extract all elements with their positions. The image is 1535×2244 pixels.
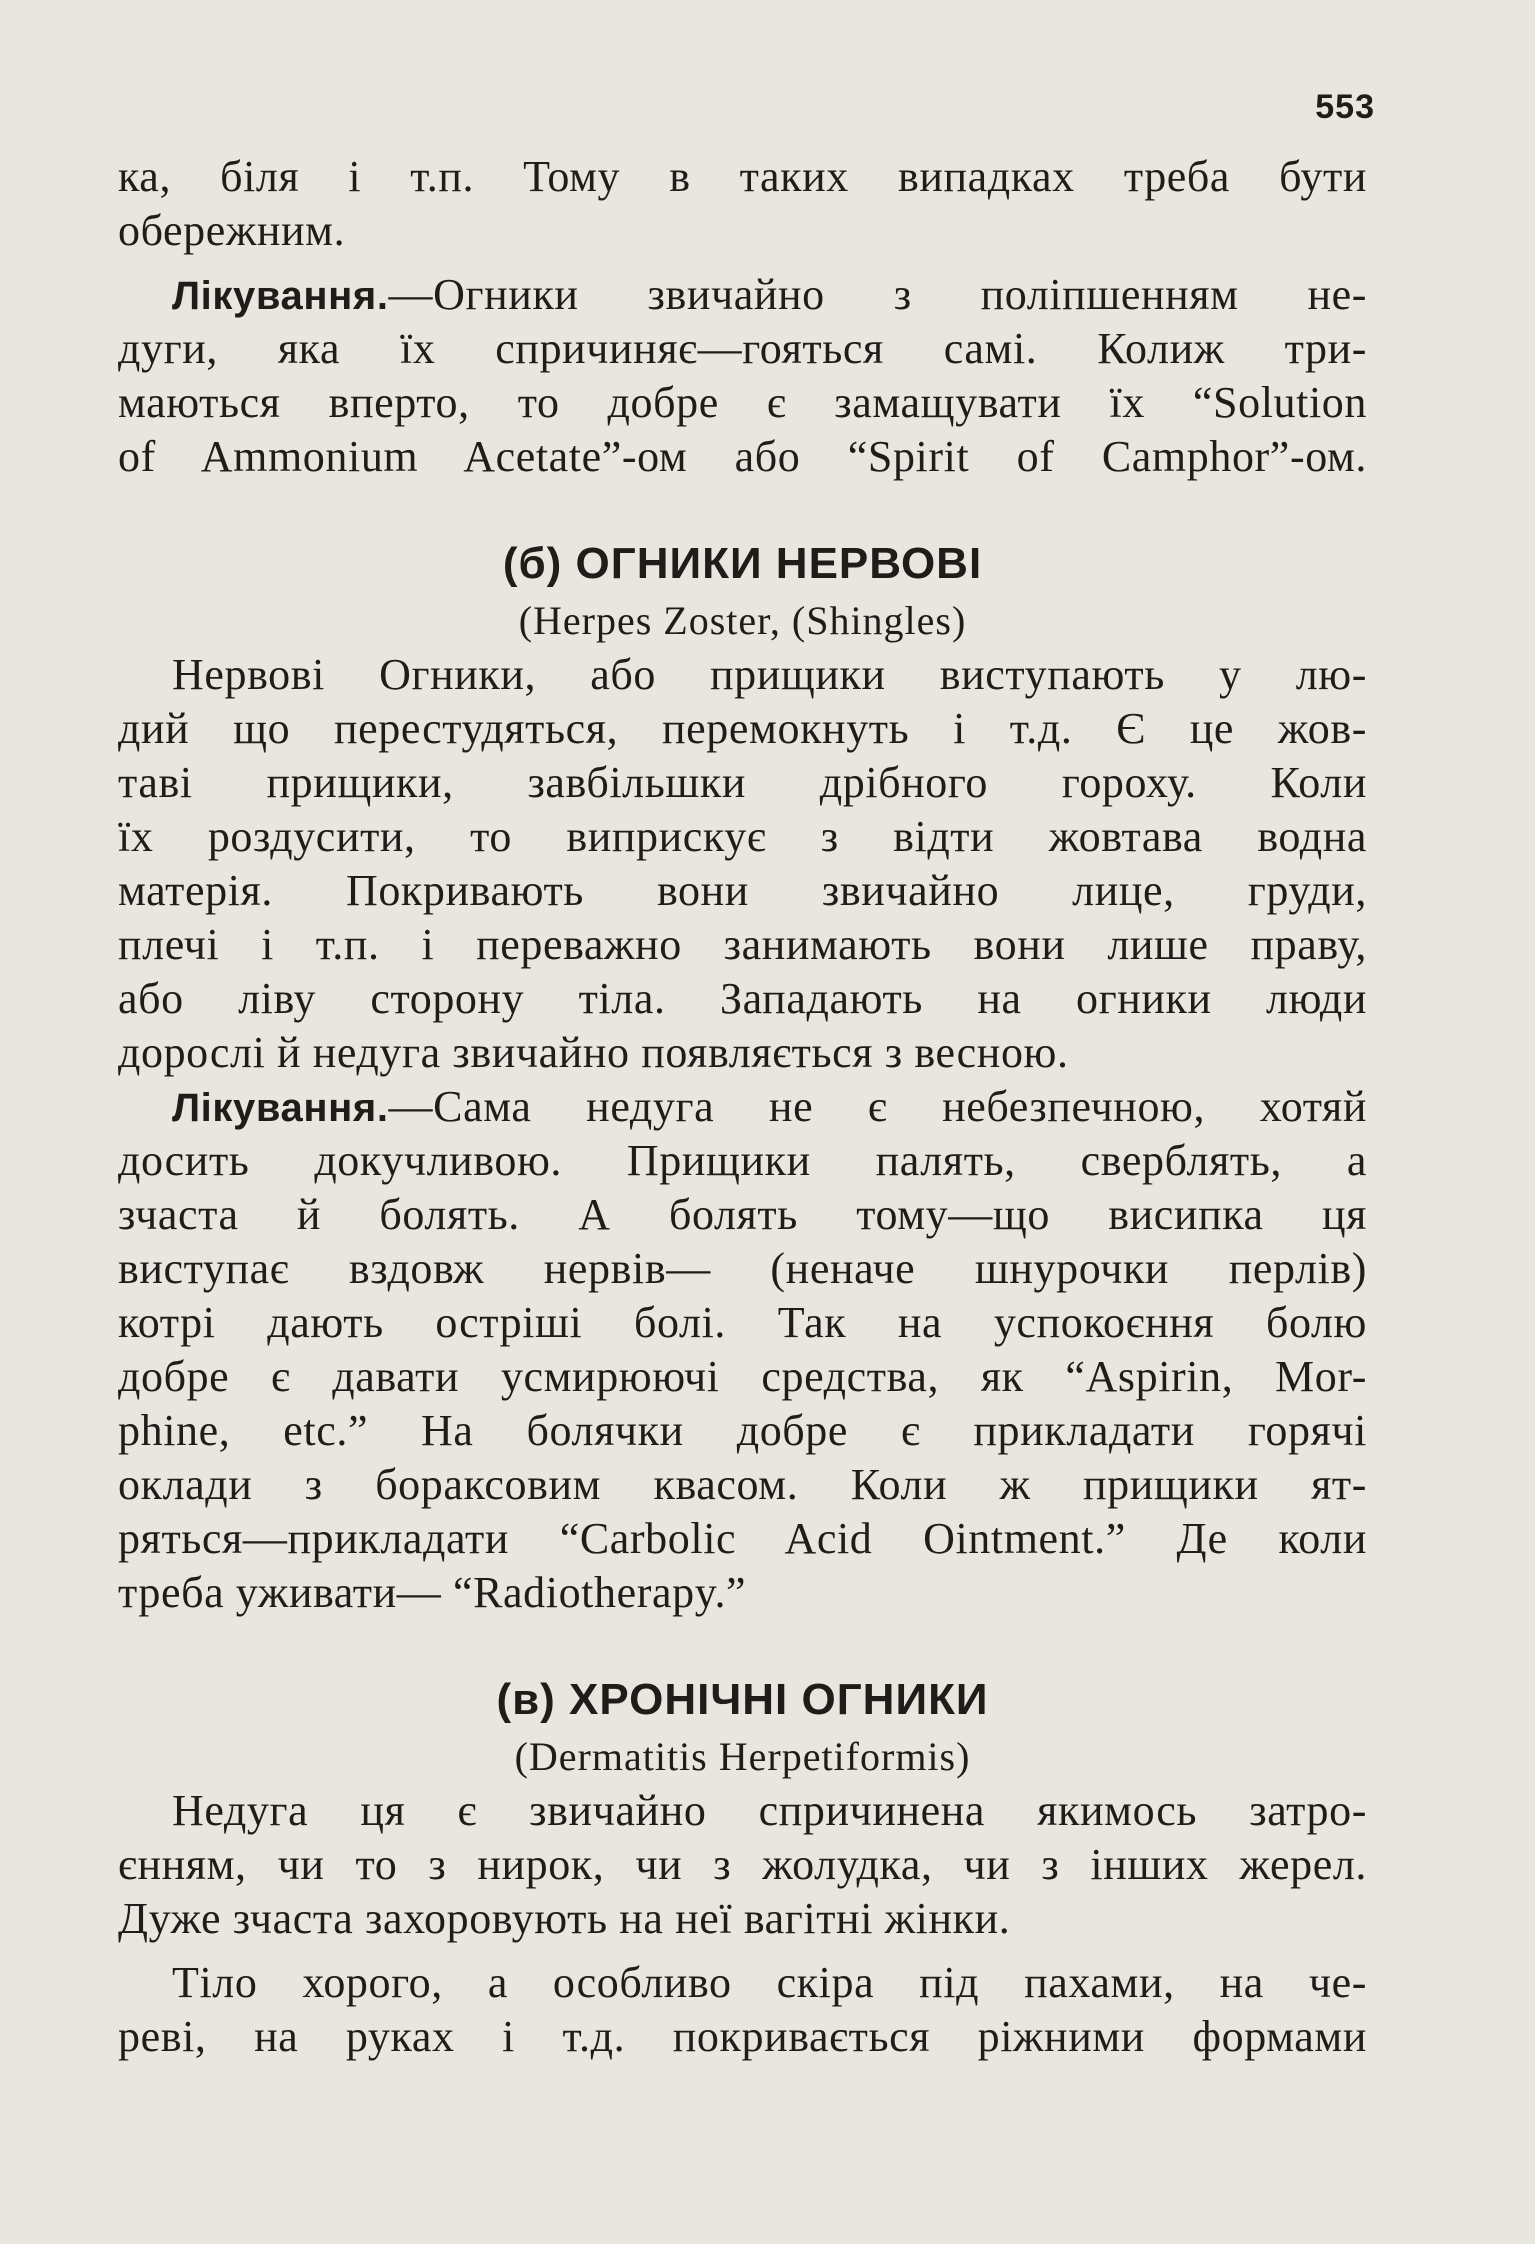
section-subheading-b: (Herpes Zoster, (Shingles)	[518, 598, 967, 643]
treatment-paragraph-1	[118, 268, 1367, 484]
text-line: матерія. Покривають вони звичайно лице, груди,	[118, 866, 1367, 915]
text-line: phine, etc.” На болячки добре є прикладати горячі	[118, 1406, 1367, 1455]
text-line: Дуже зчаста захоровують на неї вагітні жінки.	[118, 1894, 1011, 1943]
text-line: їх роздусити, то виприскує з відти жовтава водна	[118, 812, 1367, 861]
section-heading-b: (б) ОГНИКИ НЕРВОВІ	[502, 539, 983, 588]
treatment-paragraph-2	[118, 1080, 1367, 1620]
text-line: або ліву сторону тіла. Западають на огники люди	[118, 974, 1367, 1023]
text-line: дуги, яка їх спричиняє—гояться самі. Колиж три-	[118, 324, 1367, 373]
text-line: Тіло хорого, а особливо скіра під пахами, на че-	[172, 1958, 1367, 2007]
section-v-paragraph-2	[118, 1956, 1367, 2064]
section-heading-v: (в) ХРОНІЧНІ ОГНИКИ	[496, 1675, 989, 1724]
text-line: ка, біля і т.п. Тому в таких випадках треба бути	[118, 152, 1367, 201]
text-line: виступає вздовж нервів— (неначе шнурочки перлів)	[118, 1244, 1367, 1293]
section-subheading-v: (Dermatitis Herpetiformis)	[514, 1734, 971, 1779]
treatment-label: Лікування.	[172, 274, 389, 318]
text-line	[118, 1080, 1367, 1134]
text-line	[118, 268, 1367, 322]
text-line: дорослі й недуга звичайно появляється з весною.	[118, 1028, 1069, 1077]
text-line: дий що перестудяться, перемокнуть і т.д. Є це жов-	[118, 704, 1367, 753]
intro-paragraph	[118, 150, 1367, 258]
text-line: досить докучливою. Прищики палять, сверблять, а	[118, 1136, 1367, 1185]
text-line: of Ammonium Acetate”-ом або “Spirit of Camphor”-ом.	[118, 432, 1367, 481]
text-line: ряться—прикладати “Carbolic Acid Ointment.” Де коли	[118, 1514, 1367, 1563]
text-line: котрі дають острішi болі. Так на успокоєння болю	[118, 1298, 1367, 1347]
page-number: 553	[1315, 88, 1375, 126]
text-line: маються вперто, то добре є замащувати їх “Solution	[118, 378, 1367, 427]
text-line: плечі і т.п. і переважно занимають вони лише праву,	[118, 920, 1367, 969]
text-fragment: —Сама недуга не є небезпечною, хотяй	[388, 1082, 1367, 1131]
text-line: оклади з бораксовим квасом. Коли ж прищики ят-	[118, 1460, 1367, 1509]
text-line: єнням, чи то з нирок, чи з жолудка, чи з інших жерел.	[118, 1840, 1367, 1889]
text-line: Нервові Огники, або прищики виступають у лю-	[172, 650, 1367, 699]
text-line: треба уживати— “Radiotherapy.”	[118, 1568, 747, 1617]
text-fragment: —Огники звичайно з поліпшенням не-	[388, 270, 1367, 319]
text-line: Недуга ця є звичайно спричинена якимось затро-	[172, 1786, 1367, 1835]
text-line: добре є давати усмирюючі средства, як “Aspirin, Mor-	[118, 1352, 1367, 1401]
text-line: реві, на руках і т.д. покривається ріжними формами	[118, 2012, 1367, 2061]
treatment-label: Лікування.	[172, 1086, 389, 1130]
text-line: обережним.	[118, 206, 346, 255]
section-b-paragraph	[118, 648, 1367, 1080]
section-v-paragraph-1	[118, 1784, 1367, 1946]
text-line: зчаста й болять. А болять тому—що висипка ця	[118, 1190, 1367, 1239]
text-line: таві прищики, завбільшки дрібного гороху. Коли	[118, 758, 1367, 807]
